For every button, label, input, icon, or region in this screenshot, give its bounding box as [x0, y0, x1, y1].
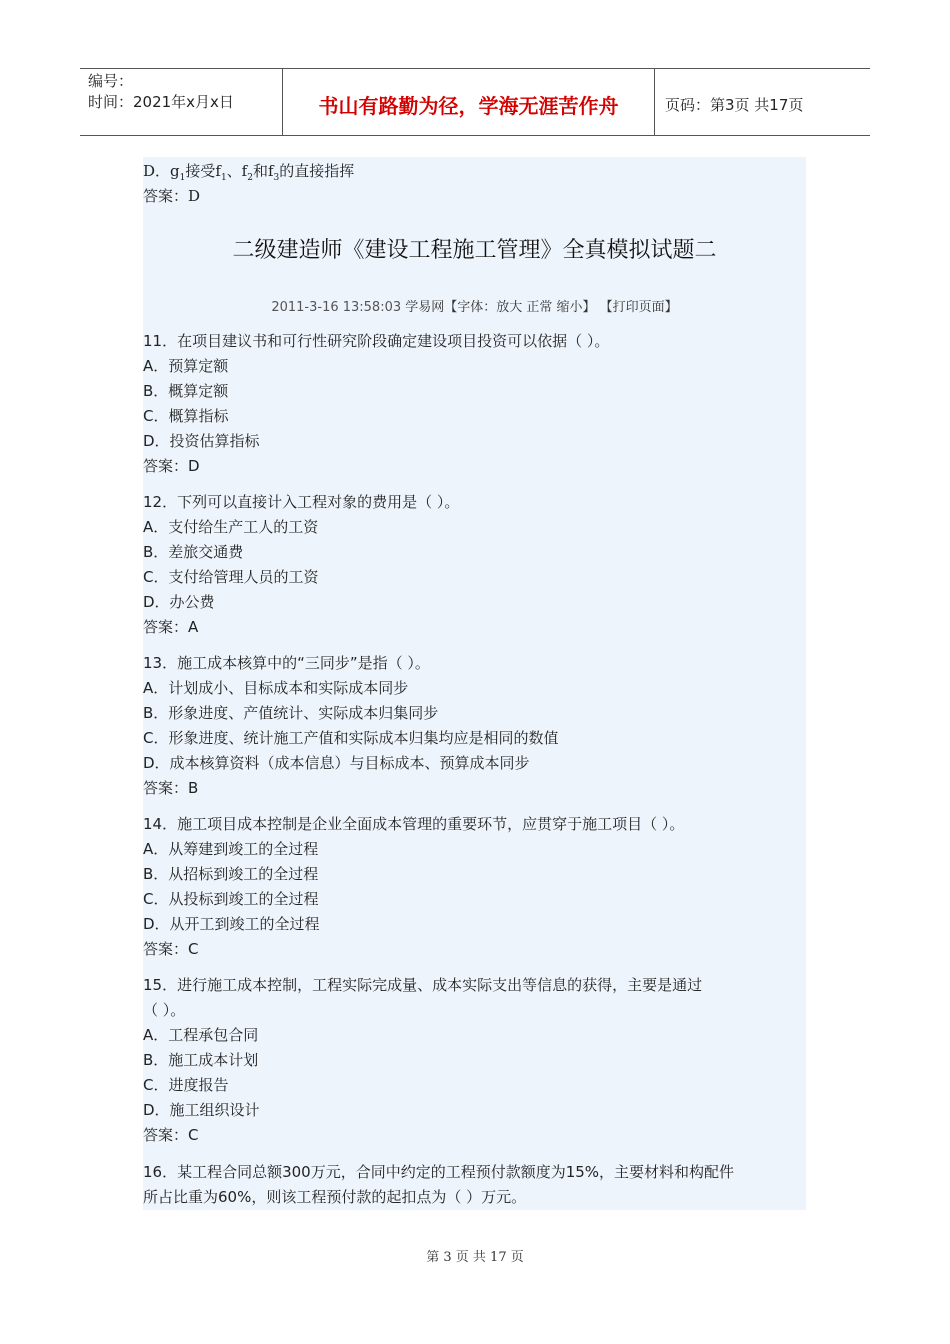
option: A．计划成小、目标成本和实际成本同步: [143, 679, 409, 697]
article-meta: [143, 296, 806, 315]
content-area: [143, 157, 806, 1210]
option: D．投资估算指标: [143, 432, 260, 450]
answer: 答案：D: [143, 457, 200, 475]
option: D．从开工到竣工的全过程: [143, 915, 320, 933]
page-header: [80, 68, 870, 136]
question-12: 12．下列可以直接计入工程对象的费用是（ ）。: [143, 493, 460, 511]
answer: 答案：B: [143, 779, 199, 797]
option: A．预算定额: [143, 357, 229, 375]
meta-date: 2011-3-16 13:58:03: [271, 300, 406, 315]
header-left: [80, 69, 282, 135]
motto: 书山有路勤为径，学海无涯苦作舟: [282, 69, 655, 135]
number-label: 编号：: [88, 72, 134, 90]
option: A．从筹建到竣工的全过程: [143, 840, 319, 858]
option: C．从投标到竣工的全过程: [143, 890, 319, 908]
page-info: 页码：第3页 共17页: [665, 95, 804, 114]
answer: 答案：C: [143, 1126, 199, 1144]
option: A．工程承包合同: [143, 1026, 259, 1044]
prev-answer: 答案：D: [143, 187, 201, 205]
question-16-cont: 所占比重为60%，则该工程预付款的起扣点为（ ）万元。: [143, 1188, 527, 1206]
option: A．支付给生产工人的工资: [143, 518, 319, 536]
question-13: 13．施工成本核算中的“三同步”是指（ ）。: [143, 654, 430, 672]
question-14: 14．施工项目成本控制是企业全面成本管理的重要环节，应贯穿于施工项目（ ）。: [143, 815, 685, 833]
meta-source: 学易网【字体：放大 正常 缩小】 【打印页面】: [405, 300, 678, 315]
option: B．差旅交通费: [143, 543, 244, 561]
question-15-cont: （ ）。: [143, 1001, 186, 1019]
option: B．形象进度、产值统计、实际成本归集同步: [143, 704, 439, 722]
option: D．办公费: [143, 593, 215, 611]
question-15: 15．进行施工成本控制，工程实际完成量、成本实际支出等信息的获得，主要是通过: [143, 976, 703, 994]
answer: 答案：C: [143, 940, 199, 958]
option: B．施工成本计划: [143, 1051, 259, 1069]
option: B．从招标到竣工的全过程: [143, 865, 319, 883]
prev-option-d: D．$g_1$接受$f_1$、$f_2$和$f_3$的直接指挥: [143, 162, 355, 183]
option: B．概算定额: [143, 382, 229, 400]
option: D．成本核算资料（成本信息）与目标成本、预算成本同步: [143, 754, 530, 772]
time-label: 时间：2021年x月x日: [88, 93, 234, 111]
option: D．施工组织设计: [143, 1101, 260, 1119]
question-11: 11．在项目建议书和可行性研究阶段确定建设项目投资可以依据（ ）。: [143, 332, 610, 350]
article-title: 二级建造师《建设工程施工管理》全真模拟试题二: [232, 238, 717, 263]
option: C．支付给管理人员的工资: [143, 568, 319, 586]
answer: 答案：A: [143, 618, 199, 636]
page-footer: 第 3 页 共 17 页: [426, 1250, 524, 1265]
option: C．进度报告: [143, 1076, 229, 1094]
question-16: 16．某工程合同总额300万元，合同中约定的工程预付款额度为15%，主要材料和构配件: [143, 1163, 735, 1181]
option: C．概算指标: [143, 407, 229, 425]
option: C．形象进度、统计施工产值和实际成本归集均应是相同的数值: [143, 729, 559, 747]
